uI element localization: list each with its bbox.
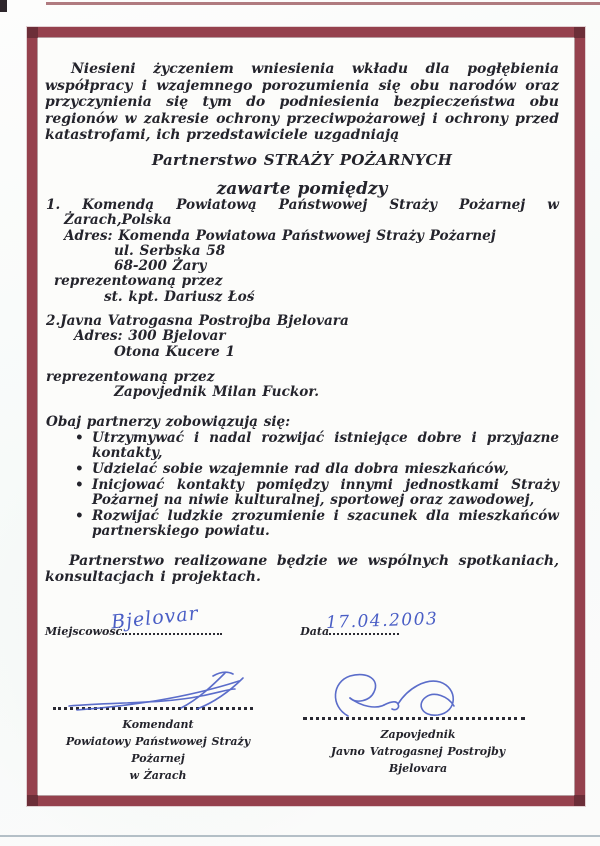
party1-address-city: 68-200 Żary — [114, 258, 207, 275]
document-content — [37, 37, 575, 796]
party2-represented-label: reprezentowaną przez — [46, 368, 215, 385]
party2-name: 2.Javna Vatrogasna Postrojba Bjelovara — [46, 313, 349, 330]
intro-paragraph: Niesieni życzeniem wniesienia wkładu dla pogłębienia współpracy i wzajemnego porozumienia się obu narodów oraz przyczynienia się tym do podniesienia bezpieczeństwa obu regionów w zakresie ochrony przeciwpożarowej i ochrony przed katastrofami, ich przedstawiciele uzgadniają — [45, 61, 559, 144]
scan-edge-line-top — [46, 2, 600, 5]
date-field — [300, 608, 439, 638]
party2-address-street: Otona Kucere 1 — [114, 343, 235, 360]
party2-representative: Zapovjednik Milan Fuckor. — [114, 384, 319, 401]
place-label: Miejscowość — [45, 624, 123, 638]
party1-address-street: ul. Serbska 58 — [114, 242, 226, 259]
signature-block-right — [303, 668, 533, 784]
document-subtitle: zawarte pomiędzy — [216, 178, 388, 199]
party1-name-line1: 1. Komendą Powiatową Państwowej Straży Pożarnej w — [46, 196, 559, 213]
signature-left-org1: Powiatowy Państwowej Straży Pożarnej — [65, 734, 251, 765]
signature-right-role: Zapovjednik — [380, 727, 456, 741]
party1-representative: st. kpt. Dariusz Łoś — [104, 288, 255, 305]
handwritten-date: 17.04.2003 — [325, 608, 439, 633]
signature-scribble-right — [318, 668, 518, 724]
party1-represented-label: reprezentowaną przez — [54, 273, 223, 290]
closing-paragraph: Partnerstwo realizowane będzie we wspólnych spotkaniach, konsultacjach i projektach. — [45, 552, 559, 586]
document-border-frame — [27, 27, 585, 806]
party1-block — [45, 198, 559, 305]
obligation-item: • Rozwijać ludzkie zrozumienie i szacunek dla mieszkańców partnerskiego powiatu. — [92, 509, 559, 540]
signature-block-left — [53, 668, 263, 784]
frame-corner-top-right — [574, 27, 585, 38]
handwritten-place: Bjelovar — [110, 602, 200, 634]
obligation-item: • Utrzymywać i nadal rozwijać istniejące dobre i przyjazne kontakty, — [92, 431, 559, 462]
obligations-heading: Obaj partnerzy zobowiązują się: — [46, 413, 291, 430]
place-date-row — [45, 602, 559, 638]
scan-edge-mark-top-left — [0, 0, 7, 12]
frame-corner-bottom-left — [27, 795, 38, 806]
party2-block — [45, 314, 559, 400]
place-field — [45, 602, 222, 638]
signature-right-org1: Javno Vatrogasnej Postrojby Bjelovara — [330, 744, 506, 775]
party2-address-city: Adres: 300 Bjelovar — [74, 328, 226, 345]
frame-corner-bottom-right — [574, 795, 585, 806]
signature-row — [45, 668, 559, 784]
party1-name-line2: Żarach,Polska — [64, 212, 172, 229]
signature-left-role: Komendant — [122, 717, 194, 731]
signature-left-org2: w Żarach — [129, 768, 187, 782]
document-title: Partnerstwo STRAŻY POŻARNYCH — [151, 150, 453, 169]
obligation-item: • Inicjować kontakty pomiędzy innymi jednostkami Straży Pożarnej na niwie kulturalnej, sportowej oraz zawodowej, — [92, 478, 559, 509]
obligation-item: • Udzielać sobie wzajemnie rad dla dobra mieszkańców, — [92, 462, 559, 478]
obligations-list — [45, 431, 559, 540]
scan-edge-line-bottom — [0, 835, 600, 837]
party1-address-org: Adres: Komenda Powiatowa Państwowej Straży Pożarnej — [64, 227, 496, 244]
signature-line-right — [303, 717, 525, 720]
date-label: Data — [300, 624, 330, 638]
